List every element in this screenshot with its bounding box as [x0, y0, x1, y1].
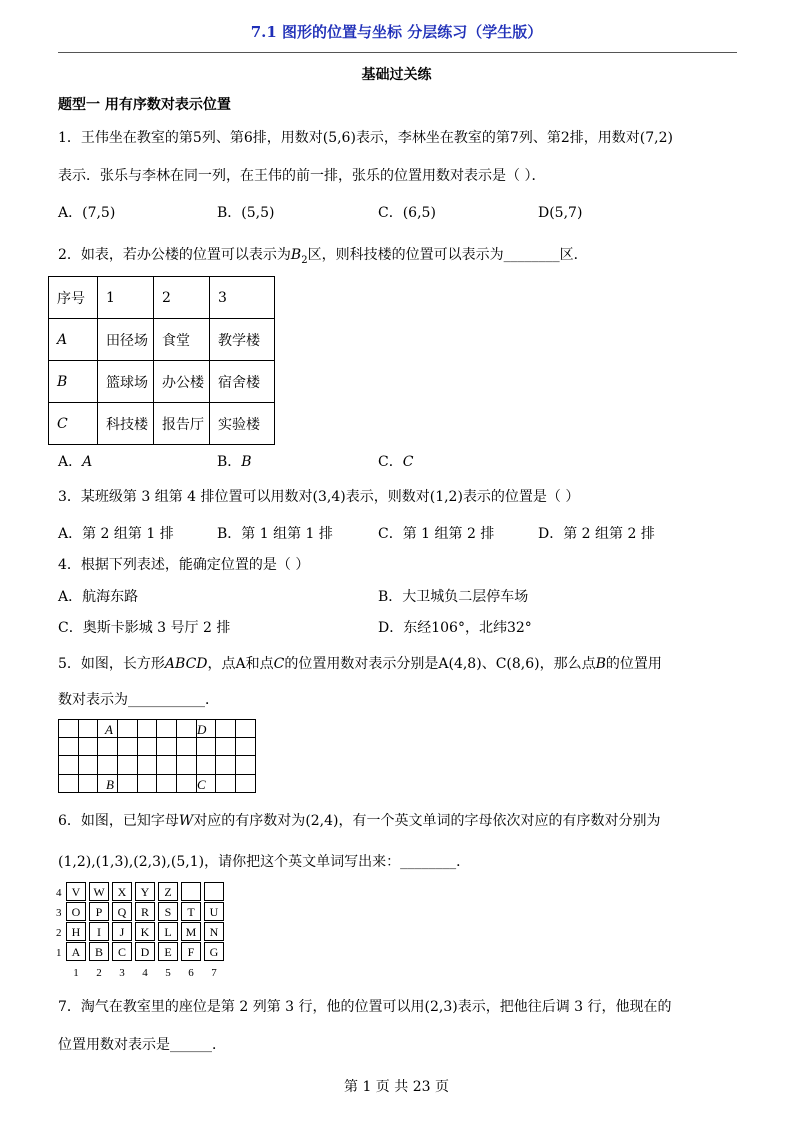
q3-option-b: B．第 1 组第 1 排 — [217, 526, 333, 542]
grid-lines — [59, 719, 256, 793]
letter-cell-text: B — [94, 945, 104, 959]
q3-option-a: A．第 2 组第 1 排 — [58, 526, 174, 542]
q5-grid-svg — [58, 719, 256, 793]
q6-text: ，有一个英文单词的字母依次对应的有序数对分别为 — [338, 813, 661, 829]
letter-cell-text: G — [209, 945, 219, 959]
letter-cell-text: L — [164, 925, 172, 939]
question-type-heading: 题型一 用有序数对表示位置 — [58, 97, 231, 113]
section-title: 基础过关练 — [361, 67, 432, 83]
row-label: 3 — [56, 907, 62, 919]
q1-option-a: A．(7,5) — [58, 205, 116, 221]
letter-cell-text: O — [71, 905, 81, 919]
option-value: A — [82, 454, 93, 470]
letter-cell-text: Z — [164, 885, 172, 899]
q6-text: ，请你把这个英文单词写出来：________． — [204, 854, 471, 870]
letter-cell-text: F — [187, 945, 195, 959]
q3-line1 — [58, 487, 579, 507]
q2-building-table — [48, 276, 275, 445]
q1-line1 — [58, 128, 673, 148]
q5-label-b: B — [106, 777, 114, 792]
letter-cell-text: H — [71, 925, 81, 939]
letter-cell-text: U — [209, 905, 219, 919]
q5-label-c: C — [197, 777, 206, 792]
q5-coord-c: C(8,6) — [495, 656, 540, 672]
letter-cell-text: D — [140, 945, 150, 959]
letter-cell-text: N — [209, 925, 219, 939]
letter-cell-text: M — [185, 925, 197, 939]
q5-rect-name: ABCD — [164, 656, 208, 672]
q1-option-d: D(5,7) — [538, 205, 583, 221]
column-label: 3 — [119, 967, 125, 979]
column-label: 2 — [96, 967, 102, 979]
q5-text: 的位置用 — [605, 656, 662, 672]
letter-cell — [182, 883, 201, 901]
document-header-title: 7.1 图形的位置与坐标 分层练习（学生版） — [250, 23, 543, 41]
table-cell: 序号 — [49, 277, 98, 319]
letter-cell-text: K — [140, 925, 150, 939]
table-cell: 食堂 — [154, 319, 210, 361]
q4-option-c: C．奥斯卡影城 3 号厅 2 排 — [58, 620, 231, 636]
q2-b2-sub: 2 — [301, 254, 308, 266]
q7-pair: (2,3) — [424, 999, 458, 1015]
q7-line2: 位置用数对表示是______． — [58, 1037, 226, 1053]
q3-text: 3．某班级第 3 组第 4 排位置可以用数对 — [58, 489, 313, 505]
table-cell: 2 — [154, 277, 210, 319]
letter-cell-text: P — [95, 905, 103, 919]
table-cell: B — [49, 361, 98, 403]
q3-text: 表示，则数对 — [345, 489, 430, 505]
q5-point: A — [235, 656, 246, 672]
q7-text: 表示，把他往后调 3 行，他现在的 — [457, 999, 672, 1015]
q6-line1 — [58, 811, 661, 831]
column-label: 6 — [188, 967, 194, 979]
q5-line1 — [58, 654, 662, 674]
q5-coord-a: A(4,8) — [438, 656, 482, 672]
q2-text: 区，则科技楼的位置可以表示为________区． — [307, 247, 588, 263]
option-label: B． — [217, 454, 242, 470]
q5-text: ，点 — [207, 656, 236, 672]
letter-cell-text: V — [71, 885, 81, 899]
letter-cell-text: E — [164, 945, 172, 959]
letter-cell-text: X — [117, 885, 127, 899]
q5-label-d: D — [197, 722, 207, 737]
table-cell: 办公楼 — [154, 361, 210, 403]
table-cell: 实验楼 — [210, 403, 275, 445]
q4-option-d: D．东经106°，北纬32° — [378, 620, 532, 636]
q3-pair1: (3,4) — [312, 489, 346, 505]
option-value: B — [241, 454, 252, 470]
letter-cell-text: Y — [140, 885, 150, 899]
letter-cell-text: C — [117, 945, 127, 959]
q2-line1 — [58, 245, 588, 271]
q3-text: 表示的位置是（ ） — [462, 489, 580, 505]
q2-option-b — [217, 452, 252, 472]
q2-option-c — [378, 452, 413, 472]
column-label: 5 — [165, 967, 171, 979]
row-label: 2 — [56, 927, 62, 939]
q5-label-a: A — [105, 722, 113, 737]
q4-option-a: A．航海东路 — [58, 589, 139, 605]
table-cell: 报告厅 — [154, 403, 210, 445]
page-footer: 第 1 页 共 23 页 — [344, 1079, 449, 1095]
letter-cell — [205, 883, 224, 901]
table-row — [49, 319, 275, 361]
q5-point: B — [595, 656, 606, 672]
q2-option-a — [58, 452, 92, 472]
letter-cell-text: S — [164, 905, 172, 919]
letter-cell-text: J — [119, 925, 125, 939]
table-cell: 1 — [98, 277, 154, 319]
q1-option-c: C．(6,5) — [378, 205, 436, 221]
row-label: 1 — [56, 947, 62, 959]
q1-text: 表示，李林坐在教室的第7列、第2排，用数对 — [355, 130, 640, 146]
q1-pair1: (5,6) — [322, 130, 356, 146]
letter-cell-text: T — [187, 905, 195, 919]
table-cell: 教学楼 — [210, 319, 275, 361]
q5-sep: 、 — [481, 656, 496, 672]
table-cell: 宿舍楼 — [210, 361, 275, 403]
option-label: C． — [378, 454, 403, 470]
letter-cell-text: I — [97, 925, 101, 939]
table-cell: 3 — [210, 277, 275, 319]
q1-text: 1．王伟坐在教室的第5列、第6排，用数对 — [58, 130, 323, 146]
table-row — [49, 277, 275, 319]
column-label: 1 — [73, 967, 79, 979]
q3-pair2: (1,2) — [429, 489, 463, 505]
table-cell: A — [49, 319, 98, 361]
q5-text: 5．如图，长方形 — [58, 656, 165, 672]
letter-cell-text: W — [93, 885, 105, 899]
q1-line2: 表示．张乐与李林在同一列，在王伟的前一排，张乐的位置用数对表示是（ ）． — [58, 168, 546, 184]
column-label: 4 — [142, 967, 148, 979]
q5-text: ，那么点 — [539, 656, 596, 672]
table-cell: 科技楼 — [98, 403, 154, 445]
q1-pair2: (7,2) — [639, 130, 673, 146]
q6-letter-grid-figure — [56, 880, 226, 984]
q5-point: C — [273, 656, 285, 672]
q5-line2: 数对表示为___________． — [58, 692, 219, 708]
letter-cell-text: A — [71, 945, 81, 959]
q2-b2: B — [290, 247, 302, 263]
q6-pairs: (1,2),(1,3),(2,3),(5,1) — [58, 854, 205, 870]
q4-stem: 4．根据下列表述，能确定位置的是（ ） — [58, 557, 310, 573]
q6-line2 — [58, 852, 470, 872]
q7-line1 — [58, 997, 672, 1017]
letter-cell-text: R — [140, 905, 150, 919]
q4-option-b: B．大卫城负二层停车场 — [378, 589, 529, 605]
q6-text: 对应的有序数对为 — [193, 813, 306, 829]
q2-text: 2．如表，若办公楼的位置可以表示为 — [58, 247, 291, 263]
q5-rectangle-grid-figure — [58, 719, 256, 793]
q6-letter-w: W — [178, 813, 194, 829]
q3-option-d: D．第 2 组第 2 排 — [538, 526, 655, 542]
q6-grid-svg — [56, 880, 226, 980]
column-label: 7 — [211, 967, 217, 979]
table-row — [49, 403, 275, 445]
q5-text: 和点 — [245, 656, 274, 672]
q1-option-b: B．(5,5) — [217, 205, 275, 221]
option-label: A． — [58, 454, 83, 470]
q5-text: 的位置用数对表示分别是 — [284, 656, 439, 672]
table-cell: C — [49, 403, 98, 445]
row-label: 4 — [56, 887, 62, 899]
q7-text: 7．淘气在教室里的座位是第 2 列第 3 行，他的位置可以用 — [58, 999, 425, 1015]
q6-text: 6．如图，已知字母 — [58, 813, 179, 829]
table-row — [49, 361, 275, 403]
q6-pair: (2,4) — [305, 813, 339, 829]
q3-option-c: C．第 1 组第 2 排 — [378, 526, 495, 542]
table-cell: 篮球场 — [98, 361, 154, 403]
table-cell: 田径场 — [98, 319, 154, 361]
header-divider — [58, 52, 737, 53]
letter-cell-text: Q — [117, 905, 127, 919]
option-value: C — [402, 454, 414, 470]
